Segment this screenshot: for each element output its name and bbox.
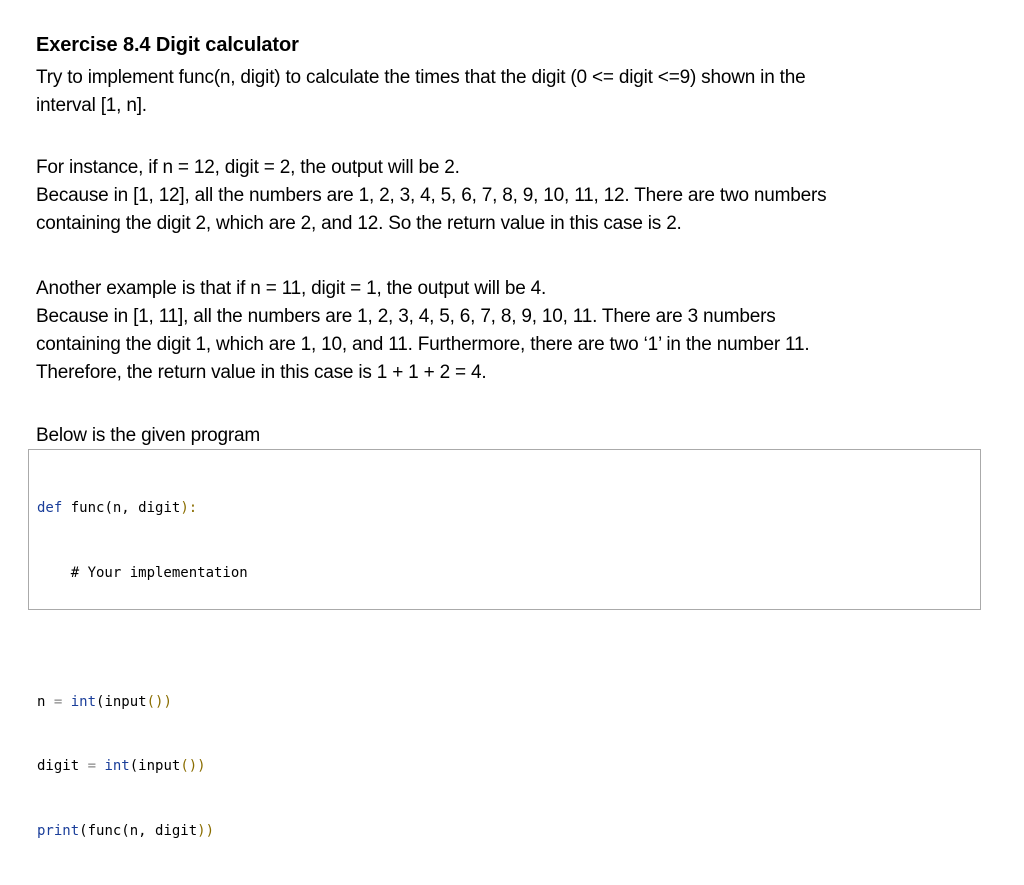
exercise-title: Exercise 8.4 Digit calculator <box>36 34 299 56</box>
example-2-paragraph <box>36 275 956 387</box>
example-1-paragraph <box>36 154 956 238</box>
intro-line-1: Try to implement func(n, digit) to calculate the times that the digit (0 <= digit <=9) shown in the <box>36 67 806 88</box>
code-print-args: (func(n, digit <box>79 822 198 839</box>
code-close-1: ()) <box>146 693 172 710</box>
code-assign-1: = <box>53 693 63 710</box>
program-label: Below is the given program <box>36 425 260 446</box>
code-n-var: n <box>37 693 54 710</box>
example-1-line-3: containing the digit 2, which are 2, and 12. So the return value in this case is 2. <box>36 213 682 234</box>
code-int-2: int <box>96 758 130 774</box>
example-2-line-4: Therefore, the return value in this case is 1 + 1 + 2 = 4. <box>36 362 487 383</box>
code-close-2: ()) <box>180 758 206 774</box>
exercise-document <box>36 30 996 446</box>
code-input-1: (input <box>96 693 147 710</box>
code-def-keyword: def <box>37 500 63 516</box>
code-line-def <box>37 498 248 520</box>
example-1-line-2: Because in [1, 12], all the numbers are 1, 2, 3, 4, 5, 6, 7, 8, 9, 10, 11, 12. There are two numbers <box>36 185 827 206</box>
code-line-n <box>37 692 248 714</box>
code-line-print <box>37 821 248 843</box>
code-digit-var: digit <box>37 758 88 774</box>
code-func-signature: func(n, digit <box>62 500 181 516</box>
example-1-line-1: For instance, if n = 12, digit = 2, the output will be 2. <box>36 157 460 178</box>
example-2-line-2: Because in [1, 11], all the numbers are 1, 2, 3, 4, 5, 6, 7, 8, 9, 10, 11. There are 3 numbers <box>36 306 776 327</box>
intro-paragraph <box>36 64 936 120</box>
code-content <box>37 455 248 885</box>
code-line-comment <box>37 563 248 585</box>
code-func-signature-end: ): <box>180 500 198 516</box>
code-input-2: (input <box>129 758 181 774</box>
code-block <box>28 449 981 839</box>
code-comment: # Your implementation <box>37 564 248 581</box>
example-2-line-3: containing the digit 1, which are 1, 10, and 11. Furthermore, there are two ‘1’ in the number 11. <box>36 334 810 355</box>
example-2-line-1: Another example is that if n = 11, digit = 1, the output will be 4. <box>36 278 547 299</box>
intro-line-2: interval [1, n]. <box>36 95 147 116</box>
code-line-digit <box>37 756 248 778</box>
code-print-keyword: print <box>37 822 80 839</box>
code-int-1: int <box>62 693 97 710</box>
code-assign-2: = <box>87 758 97 774</box>
code-print-close: )) <box>197 822 215 839</box>
